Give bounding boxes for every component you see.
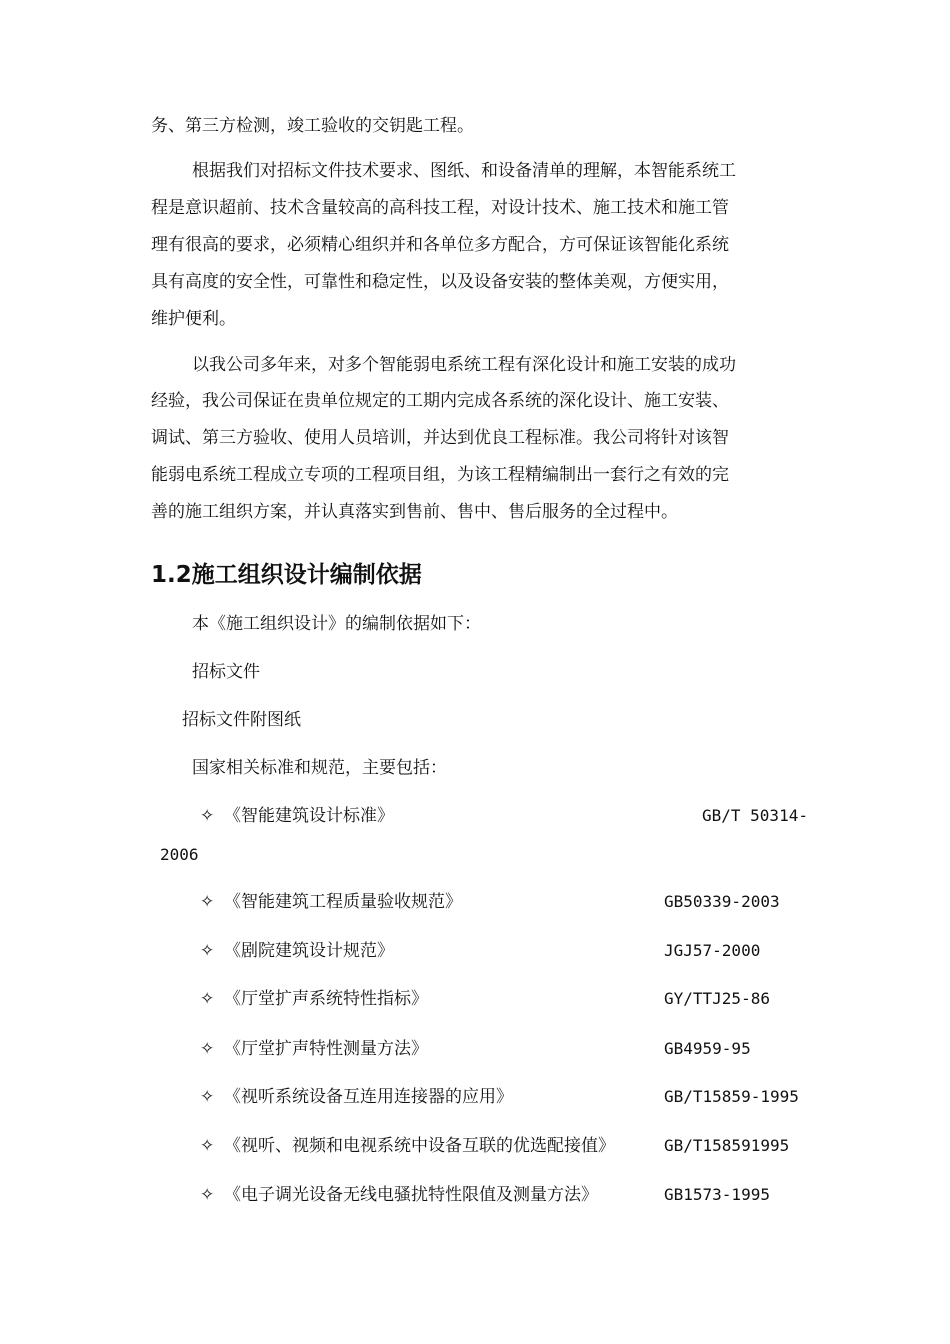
basis-item: 招标文件附图纸 — [182, 710, 301, 730]
standard-row — [200, 803, 808, 829]
paragraph-line: 善的施工组织方案，并认真落实到售前、售中、售后服务的全过程中。 — [151, 502, 678, 522]
paragraph-line: 务、第三方检测，竣工验收的交钥匙工程。 — [151, 116, 474, 136]
standard-row — [200, 986, 770, 1012]
basis-intro: 本《施工组织设计》的编制依据如下： — [192, 614, 481, 634]
standard-row — [200, 1036, 751, 1062]
standard-code: GY/TTJ25-86 — [664, 989, 770, 1008]
paragraph-line: 以我公司多年来，对多个智能弱电系统工程有深化设计和施工安装的成功 — [192, 355, 736, 375]
basis-item: 招标文件 — [192, 662, 260, 682]
basis-item: 国家相关标准和规范，主要包括： — [192, 758, 447, 778]
standard-code: JGJ57-2000 — [664, 941, 761, 960]
standard-row — [200, 938, 761, 964]
diamond-bullet-icon: ✧ — [200, 806, 215, 826]
paragraph-line: 理有很高的要求，必须精心组织并和各单位多方配合，方可保证该智能化系统 — [151, 235, 729, 255]
standard-row — [200, 1133, 790, 1159]
standard-code: GB/T158591995 — [664, 1136, 790, 1155]
standard-name: 《智能建筑设计标准》 — [224, 806, 394, 826]
diamond-bullet-icon: ✧ — [200, 989, 215, 1009]
standard-row — [200, 1084, 799, 1110]
paragraph-line: 调试、第三方验收、使用人员培训，并达到优良工程标准。我公司将针对该智 — [151, 428, 729, 448]
paragraph-line: 能弱电系统工程成立专项的工程项目组，为该工程精编制出一套行之有效的完 — [151, 465, 729, 485]
standard-code: GB50339-2003 — [664, 892, 780, 911]
standard-row — [200, 1182, 770, 1208]
standard-name: 《剧院建筑设计规范》 — [224, 941, 394, 961]
paragraph-line: 维护便利。 — [151, 309, 236, 329]
diamond-bullet-icon: ✧ — [200, 1087, 215, 1107]
paragraph-line: 具有高度的安全性，可靠性和稳定性，以及设备安装的整体美观，方便实用， — [151, 272, 729, 292]
standard-code: GB/T15859-1995 — [664, 1087, 799, 1106]
diamond-bullet-icon: ✧ — [200, 1185, 215, 1205]
paragraph-line: 经验，我公司保证在贵单位规定的工期内完成各系统的深化设计、施工安装、 — [151, 391, 729, 411]
standard-code-wrap: 2006 — [160, 845, 199, 864]
standard-name: 《厅堂扩声系统特性指标》 — [224, 989, 428, 1009]
standard-name: 《电子调光设备无线电骚扰特性限值及测量方法》 — [224, 1185, 598, 1205]
standard-code: GB1573-1995 — [664, 1185, 770, 1204]
standard-code: GB4959-95 — [664, 1039, 751, 1058]
standard-name: 《智能建筑工程质量验收规范》 — [224, 892, 462, 912]
diamond-bullet-icon: ✧ — [200, 1039, 215, 1059]
diamond-bullet-icon: ✧ — [200, 892, 215, 912]
standard-code: GB/T 50314- — [702, 806, 808, 825]
standard-name: 《视听系统设备互连用连接器的应用》 — [224, 1087, 513, 1107]
standard-name: 《厅堂扩声特性测量方法》 — [224, 1039, 428, 1059]
paragraph-line: 程是意识超前、技术含量较高的高科技工程，对设计技术、施工技术和施工管 — [151, 198, 729, 218]
paragraph-line: 根据我们对招标文件技术要求、图纸、和设备清单的理解，本智能系统工 — [192, 161, 736, 181]
standard-row — [200, 889, 780, 915]
diamond-bullet-icon: ✧ — [200, 1136, 215, 1156]
diamond-bullet-icon: ✧ — [200, 941, 215, 961]
standard-name: 《视听、视频和电视系统中设备互联的优选配接值》 — [224, 1136, 615, 1156]
section-heading: 1.2施工组织设计编制依据 — [151, 562, 422, 588]
